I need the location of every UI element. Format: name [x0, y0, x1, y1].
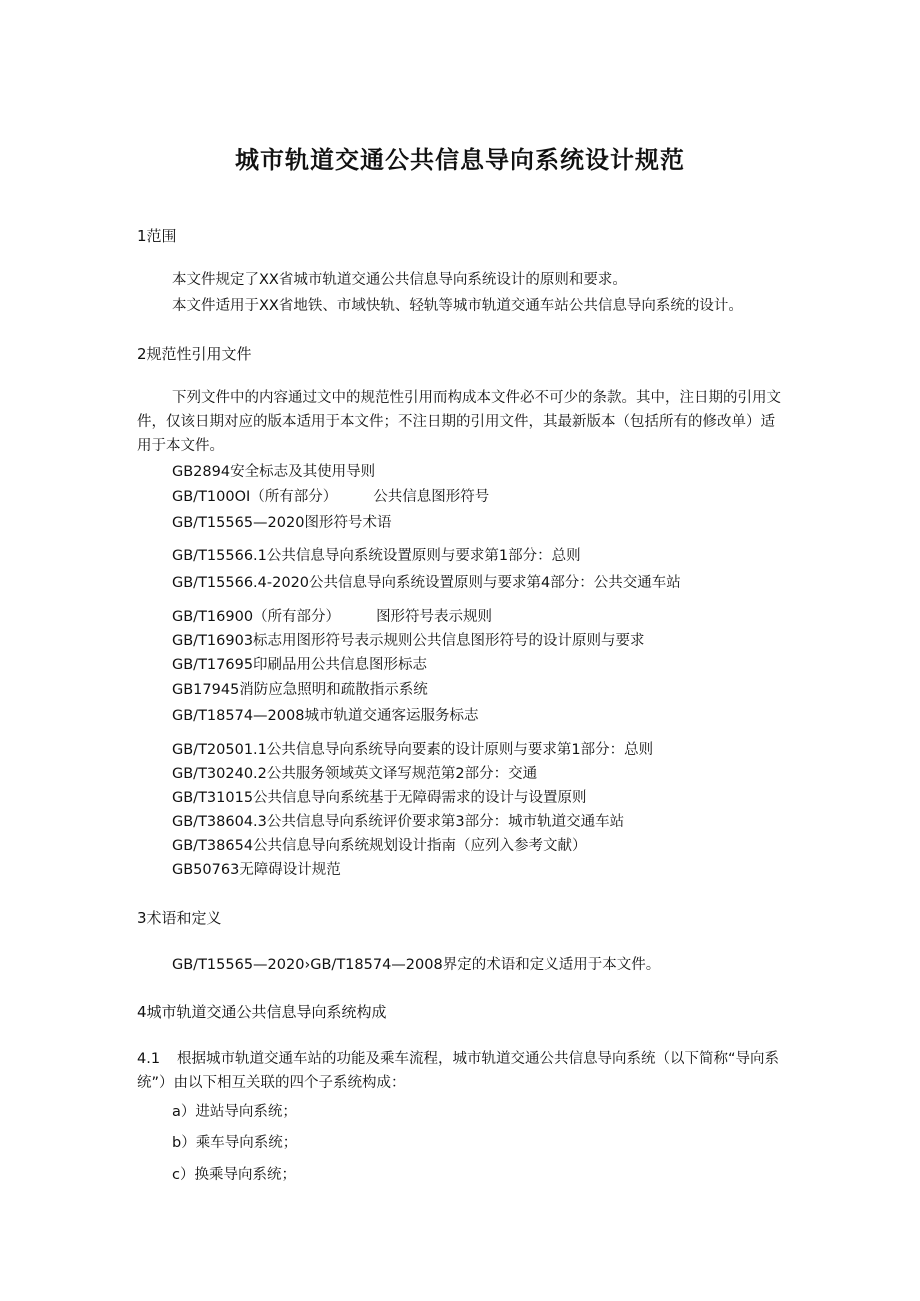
section-1-paragraph-2: 本文件适用于XX省地铁、市域快轨、轻轨等城市轨道交通车站公共信息导向系统的设计。	[172, 298, 743, 314]
reference-item: GB/T15566.1公共信息导向系统设置原则与要求第1部分：总则	[172, 548, 581, 564]
document-title: 城市轨道交通公共信息导向系统设计规范	[235, 146, 685, 174]
reference-item: GB/T15566.4-2020公共信息导向系统设置原则与要求第4部分：公共交通车站	[172, 575, 681, 591]
reference-item	[172, 607, 492, 627]
reference-item: GB/T38654公共信息导向系统规划设计指南（应列入参考文献）	[172, 838, 587, 854]
reference-item	[172, 487, 489, 507]
reference-item: GB/T31015公共信息导向系统基于无障碍需求的设计与设置原则	[172, 790, 587, 806]
reference-item: GB/T17695印刷品用公共信息图形标志	[172, 657, 428, 673]
reference-item: GB50763无障碍设计规范	[172, 862, 341, 878]
section-4-heading: 4城市轨道交通公共信息导向系统构成	[137, 1003, 387, 1021]
section-3-heading: 3术语和定义	[137, 909, 222, 927]
reference-title: 公共信息图形符号	[373, 489, 490, 505]
list-item: a）进站导向系统；	[172, 1104, 297, 1120]
section-3-paragraph: GB/T15565—2020›GB/T18574—2008界定的术语和定义适用于本文件。	[172, 957, 661, 973]
reference-item: GB/T18574—2008城市轨道交通客运服务标志	[172, 708, 479, 724]
reference-item: GB/T38604.3公共信息导向系统评价要求第3部分：城市轨道交通车站	[172, 814, 625, 830]
reference-code: GB/T100OI（所有部分）	[172, 489, 338, 505]
reference-item: GB17945消防应急照明和疏散指示系统	[172, 682, 428, 698]
reference-title: 图形符号表示规则	[376, 609, 493, 625]
reference-item: GB/T20501.1公共信息导向系统导向要素的设计原则与要求第1部分：总则	[172, 742, 654, 758]
section-2-heading: 2规范性引用文件	[137, 345, 252, 363]
reference-item: GB/T30240.2公共服务领域英文译写规范第2部分：交通	[172, 766, 538, 782]
clause-number: 4.1	[137, 1051, 161, 1067]
reference-item: GB/T15565—2020图形符号术语	[172, 515, 392, 531]
section-1-paragraph-1: 本文件规定了XX省城市轨道交通公共信息导向系统设计的原则和要求。	[172, 272, 627, 288]
section-2-intro: 下列文件中的内容通过文中的规范性引用而构成本文件必不可少的条款。其中，注日期的引用文件，仅该日期对应的版本适用于本文件；不注日期的引用文件，其最新版本（包括所有的修改单）适用于本文件。	[137, 390, 781, 454]
clause-4-1	[137, 1047, 787, 1095]
reference-item: GB/T16903标志用图形符号表示规则公共信息图形符号的设计原则与要求	[172, 633, 645, 649]
reference-code: GB/T16900（所有部分）	[172, 609, 341, 625]
list-item: b）乘车导向系统；	[172, 1135, 298, 1151]
section-1-heading: 1范围	[137, 227, 177, 245]
list-item: c）换乘导向系统；	[172, 1167, 296, 1183]
reference-item: GB2894安全标志及其使用导则	[172, 464, 376, 480]
clause-text: 根据城市轨道交通车站的功能及乘车流程，城市轨道交通公共信息导向系统（以下简称“导向系统”）由以下相互关联的四个子系统构成：	[137, 1051, 780, 1091]
